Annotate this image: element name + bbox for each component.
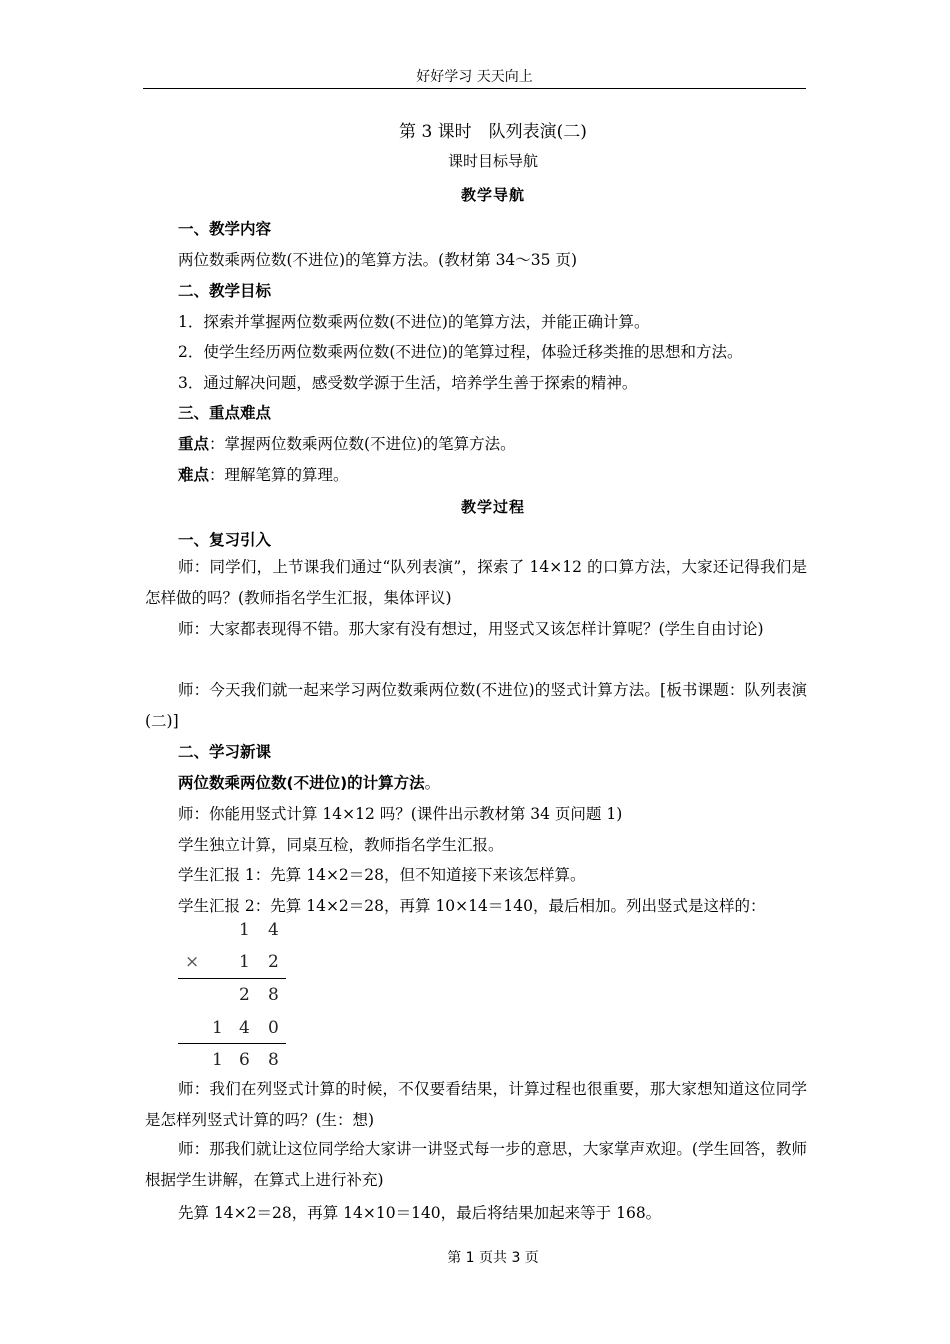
- lesson-subtitle: 课时目标导航: [447, 152, 538, 170]
- calc-rule: [178, 1043, 286, 1044]
- lesson-line: 学生汇报 1：先算 14×2＝28，但不知道接下来该怎样算。: [178, 866, 586, 884]
- key-point: [178, 432, 516, 454]
- calc-digit: 4: [268, 920, 279, 940]
- calc-digit: 1: [239, 920, 250, 940]
- calc-digit: 1: [212, 1050, 223, 1070]
- part3-heading: 三、重点难点: [178, 404, 272, 422]
- part1-heading: 一、教学内容: [178, 220, 272, 238]
- key-point-text: ：掌握两位数乘两位数(不进位)的笔算方法。: [209, 435, 516, 453]
- lesson-line: 师：你能用竖式计算 14×12 吗？(课件出示教材第 34 页问题 1): [178, 805, 623, 823]
- discussion-paragraph: 师：我们在列竖式计算的时候，不仅要看结果，计算过程也很重要，那大家想知道这位同学是怎样列竖式计算的吗？(生：想): [145, 1080, 807, 1129]
- goal-item: 3．通过解决问题，感受数学源于生活，培养学生善于探索的精神。: [178, 374, 638, 392]
- difficulty-text: ：理解笔算的算理。: [209, 466, 349, 484]
- calc-digit: 1: [239, 952, 250, 972]
- new-subheading-bold: 两位数乘两位数(不进位)的计算方法: [178, 774, 425, 792]
- section-process: 教学过程: [460, 498, 525, 516]
- new-subheading: [178, 771, 440, 793]
- calc-digit: 2: [239, 985, 250, 1005]
- lesson-line: 学生独立计算，同桌互检，教师指名学生汇报。: [178, 836, 504, 854]
- header-divider: [143, 88, 806, 89]
- lesson-line: 学生汇报 2：先算 14×2＝28，再算 10×14＝140，最后相加。列出竖式是这样的：: [178, 897, 766, 915]
- review-paragraph: 师：同学们，上节课我们通过“队列表演”，探索了 14×12 的口算方法，大家还记得我们是怎样做的吗？(教师指名学生汇报，集体评议): [145, 558, 807, 607]
- part1-text: 两位数乘两位数(不进位)的笔算方法。(教材第 34～35 页): [178, 251, 577, 269]
- calc-rule: [178, 978, 286, 979]
- calc-digit: 4: [239, 1018, 250, 1038]
- page-footer: 第 1 页共 3 页: [447, 1250, 539, 1266]
- review-paragraph: 师：大家都表现得不错。那大家有没有想过，用竖式又该怎样计算呢？(学生自由讨论): [178, 620, 764, 638]
- difficulty: [178, 463, 349, 485]
- page-header: 好好学习 天天向上: [416, 69, 533, 85]
- discussion-paragraph: 师：那我们就让这位同学给大家讲一讲竖式每一步的意思，大家掌声欢迎。(学生回答，教师根据学生讲解，在算式上进行补充): [145, 1140, 807, 1189]
- calc-digit: 8: [268, 1050, 279, 1070]
- calc-digit: 8: [268, 985, 279, 1005]
- part2-heading: 二、教学目标: [178, 282, 272, 300]
- new-lesson-heading: 二、学习新课: [178, 743, 272, 761]
- calc-digit: 6: [239, 1050, 250, 1070]
- calc-digit: 1: [212, 1018, 223, 1038]
- difficulty-label: 难点: [178, 466, 210, 484]
- new-subheading-end: 。: [424, 774, 441, 792]
- lesson-title: 第 3 课时 队列表演(二): [399, 122, 587, 142]
- review-heading: 一、复习引入: [178, 531, 272, 549]
- calc-digit: 2: [268, 952, 279, 972]
- key-point-label: 重点: [178, 435, 210, 453]
- section-teaching-guide: 教学导航: [460, 186, 525, 204]
- goal-item: 1．探索并掌握两位数乘两位数(不进位)的笔算方法，并能正确计算。: [178, 313, 650, 331]
- goal-item: 2．使学生经历两位数乘两位数(不进位)的笔算过程，体验迁移类推的思想和方法。: [178, 343, 743, 361]
- multiply-sign: ×: [185, 952, 200, 972]
- review-paragraph: 师：今天我们就一起来学习两位数乘两位数(不进位)的竖式计算方法。[板书课题：队列表演(二)]: [145, 681, 807, 730]
- final-line: 先算 14×2＝28，再算 14×10＝140，最后将结果加起来等于 168。: [178, 1204, 662, 1222]
- calc-digit: 0: [268, 1018, 279, 1038]
